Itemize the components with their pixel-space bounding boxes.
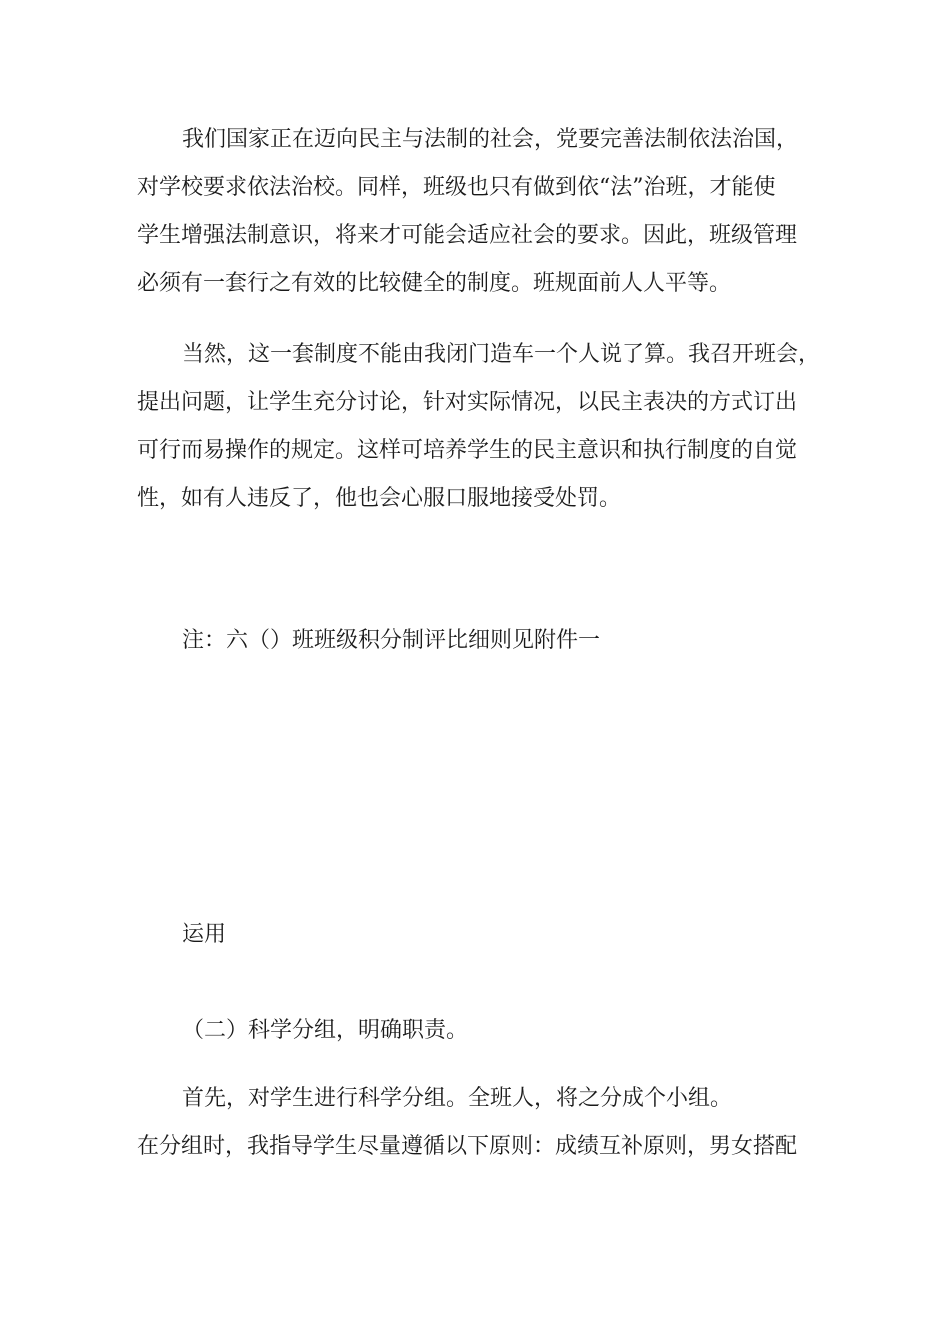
paragraph-3-line-2: 在分组时，我指导学生尽量遵循以下原则：成绩互补原则，男女搭配 (137, 1134, 798, 1159)
section-heading: （二）科学分组，明确职责。 (182, 1018, 469, 1043)
heading-yunyong: 运用 (182, 922, 227, 947)
paragraph-1-line-4: 必须有一套行之有效的比较健全的制度。班规面前人人平等。 (137, 271, 732, 296)
paragraph-1-line-2: 对学校要求依法治校。同样，班级也只有做到依“法”治班，才能使 (137, 175, 776, 200)
note-attachment: 注：六（）班班级积分制评比细则见附件一 (182, 628, 601, 653)
paragraph-2-line-2: 提出问题，让学生充分讨论，针对实际情况，以民主表决的方式订出 (137, 390, 798, 415)
paragraph-2-line-1: 当然，这一套制度不能由我闭门造车一个人说了算。我召开班会， (182, 342, 821, 367)
paragraph-2-line-4: 性，如有人违反了，他也会心服口服地接受处罚。 (137, 486, 622, 511)
paragraph-2-line-3: 可行而易操作的规定。这样可培养学生的民主意识和执行制度的自觉 (137, 438, 798, 463)
paragraph-1-line-3: 学生增强法制意识，将来才可能会适应社会的要求。因此，班级管理 (137, 223, 798, 248)
paragraph-1-line-1: 我们国家正在迈向民主与法制的社会，党要完善法制依法治国， (182, 127, 799, 152)
paragraph-3-line-1: 首先，对学生进行科学分组。全班人，将之分成个小组。 (182, 1086, 733, 1111)
